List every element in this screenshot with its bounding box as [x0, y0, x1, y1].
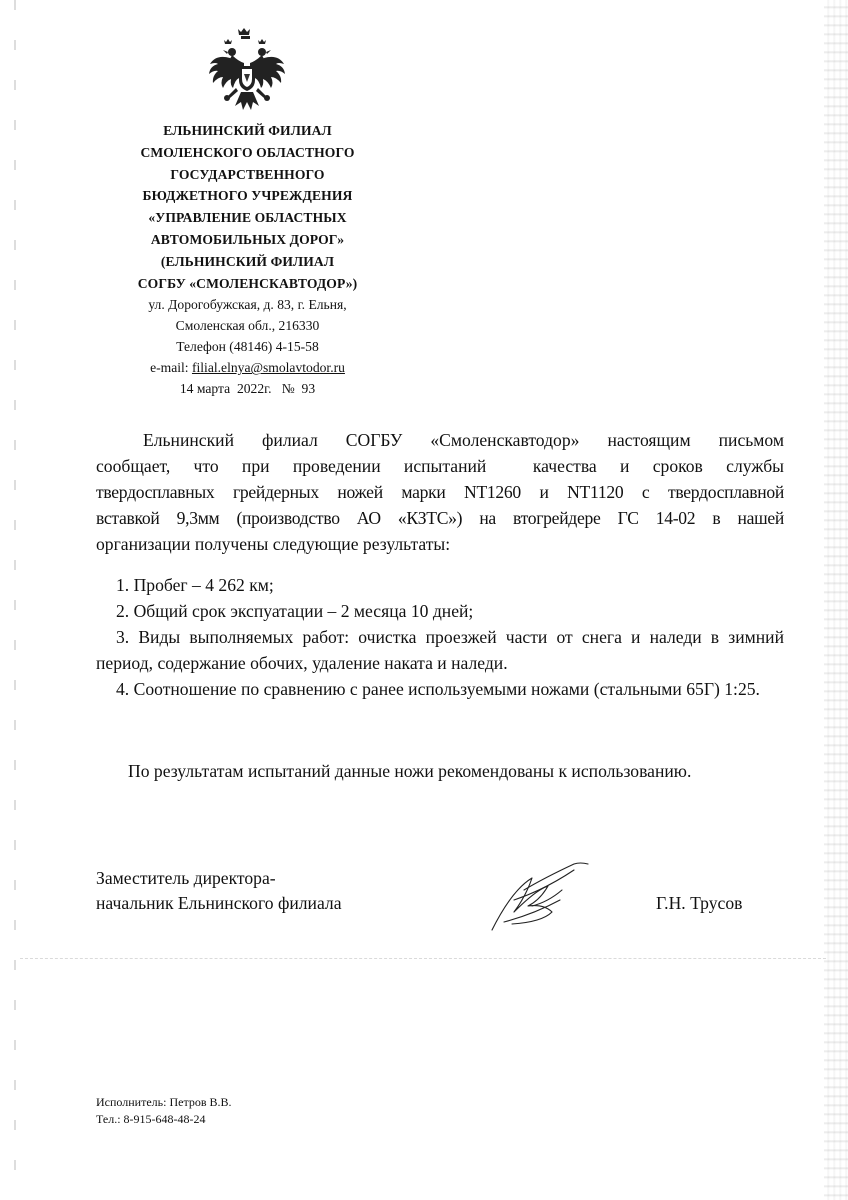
fold-line [20, 958, 826, 959]
org-name-line: СМОЛЕНСКОГО ОБЛАСТНОГО [140, 144, 355, 160]
signer-position [96, 866, 342, 916]
intro-line: твердосплавных грейдерных ножей марки NT1260 и NT1120 с твердосплавной [96, 482, 784, 502]
email-line [100, 357, 395, 378]
email-link[interactable]: filial.elnya@smolavtodor.ru [191, 360, 345, 376]
conclusion-text: По результатам испытаний данные ножи рекомендованы к использованию. [128, 761, 692, 781]
signer-position-line: начальник Ельнинского филиала [96, 893, 342, 913]
org-name-line: БЮДЖЕТНОГО УЧРЕЖДЕНИЯ [142, 188, 353, 204]
address-line: Смоленская обл., 216330 [175, 318, 320, 334]
scan-left-edge [14, 0, 16, 1200]
executor-phone: Тел.: 8-915-648-48-24 [96, 1112, 206, 1126]
conclusion [96, 758, 784, 784]
address-line: ул. Дорогобужская, д. 83, г. Ельня, [148, 297, 347, 313]
letter-intro [96, 427, 784, 557]
org-name-line: ЕЛЬНИНСКИЙ ФИЛИАЛ [163, 123, 332, 138]
intro-line: организации получены следующие результаты: [96, 534, 451, 554]
letterhead [100, 120, 395, 399]
results-list [96, 572, 784, 702]
executor-info [96, 1094, 232, 1128]
list-item: 4. Соотношение по сравнению с ранее используемыми ножами (стальными 65Г) 1:25. [116, 679, 760, 699]
intro-line: Ельнинский филиал СОГБУ «Смоленскавтодор» настоящим письмом [143, 430, 784, 450]
list-item: 2. Общий срок экспуатации – 2 месяца 10 дней; [116, 601, 474, 621]
list-item: 3. Виды выполняемых работ: очистка проезжей части от снега и наледи в зимний период, содержание обочих, удаление наката и наледи. [96, 627, 784, 673]
intro-line: вставкой 9,3мм (производство АО «КЗТС») на втогрейдере ГС 14-02 в нашей [96, 508, 784, 528]
org-name-line: «УПРАВЛЕНИЕ ОБЛАСТНЫХ [148, 210, 347, 226]
handwritten-signature [484, 860, 604, 940]
list-item: 1. Пробег – 4 262 км; [116, 575, 274, 595]
org-name-line: СОГБУ «СМОЛЕНСКАВТОДОР») [137, 275, 358, 291]
intro-line: сообщает, что при проведении испытаний качества и сроков службы [96, 456, 784, 476]
double-headed-eagle-emblem-icon [208, 28, 286, 118]
signer-position-line: Заместитель директора- [96, 868, 276, 888]
email-label: e-mail: [150, 360, 192, 376]
phone-line: Телефон (48146) 4-15-58 [176, 339, 319, 355]
signer-name: Г.Н. Трусов [656, 893, 743, 913]
org-name-line: АВТОМОБИЛЬНЫХ ДОРОГ» [150, 231, 345, 247]
org-name-line: (ЕЛЬНИНСКИЙ ФИЛИАЛ [160, 253, 335, 269]
date-number-line: 14 марта 2022г. № 93 [179, 381, 316, 397]
executor-name: Исполнитель: Петров В.В. [96, 1095, 232, 1109]
org-name-line: ГОСУДАРСТВЕННОГО [170, 166, 325, 182]
scan-edge-noise [824, 0, 848, 1200]
